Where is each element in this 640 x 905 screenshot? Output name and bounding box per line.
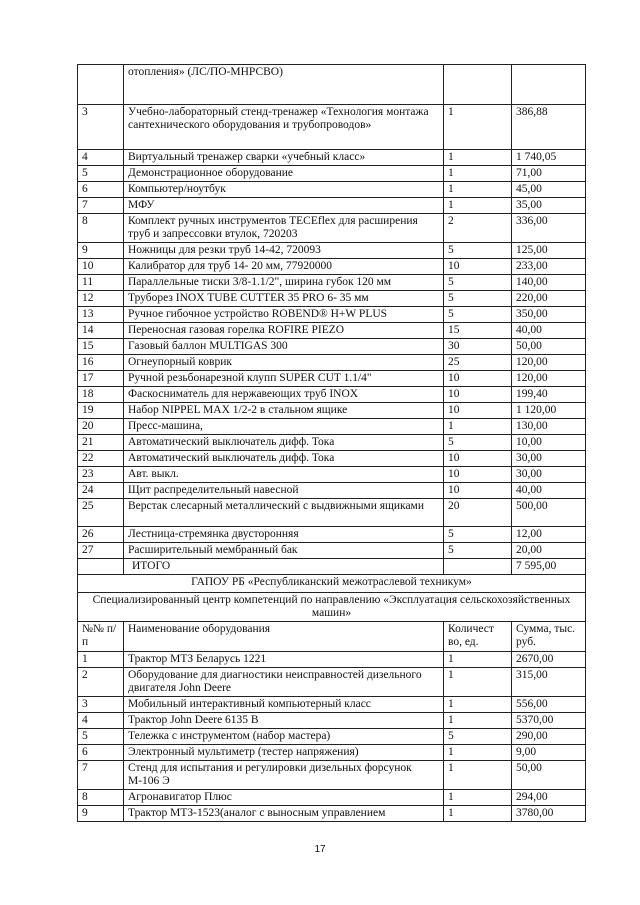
- table-row: [78, 307, 586, 323]
- institution-row: [78, 575, 586, 593]
- cell-sum: 220,00: [512, 291, 586, 307]
- table-row: [78, 291, 586, 307]
- cell-number: 9: [78, 806, 124, 822]
- cell-sum: 30,00: [512, 451, 586, 467]
- cell-sum: 294,00: [512, 790, 586, 806]
- cell-name: Переносная газовая горелка ROFIRE PIEZO: [124, 323, 444, 339]
- cell-name: Авт. выкл.: [124, 467, 444, 483]
- cell-sum: 50,00: [512, 761, 586, 790]
- cell-name: Верстак слесарный металлический с выдвижными ящиками: [124, 499, 444, 527]
- cell-name: Трактор John Deere 6135 B: [124, 713, 444, 729]
- cell-quantity: 5: [444, 729, 512, 745]
- cell-quantity: 1: [444, 697, 512, 713]
- cell-quantity: 5: [444, 291, 512, 307]
- cell-number: 12: [78, 291, 124, 307]
- cell-name: Виртуальный тренажер сварки «учебный класс»: [124, 150, 444, 166]
- cell-number: 7: [78, 198, 124, 214]
- cell-name: Набор NIPPEL MAX 1/2-2 в стальном ящике: [124, 403, 444, 419]
- cell-quantity: 5: [444, 543, 512, 559]
- cell-sum: 35,00: [512, 198, 586, 214]
- cell-sum: 290,00: [512, 729, 586, 745]
- table-row: [78, 387, 586, 403]
- table-row: [78, 105, 586, 150]
- cell-sum: 1 740,05: [512, 150, 586, 166]
- cell-quantity: 1: [444, 668, 512, 697]
- cell-number: 8: [78, 790, 124, 806]
- cell-sum: 120,00: [512, 355, 586, 371]
- cell-number: 21: [78, 435, 124, 451]
- cell-sum: 199,40: [512, 387, 586, 403]
- cell-number: 8: [78, 214, 124, 243]
- cell-sum: 556,00: [512, 697, 586, 713]
- cell-sum: 2670,00: [512, 652, 586, 668]
- cell-name: Автоматический выключатель дифф. Тока: [124, 451, 444, 467]
- cell-number: 18: [78, 387, 124, 403]
- cell-number: 20: [78, 419, 124, 435]
- cell-sum: 12,00: [512, 527, 586, 543]
- cell-quantity: 10: [444, 403, 512, 419]
- cell-quantity: 1: [444, 198, 512, 214]
- table-row: [78, 323, 586, 339]
- cell-sum: 130,00: [512, 419, 586, 435]
- cell-name: отопления» (ЛС/ПО-МНРСВО): [124, 65, 444, 105]
- cell-sum: 45,00: [512, 182, 586, 198]
- center-name: Специализированный центр компетенций по направлению «Эксплуатация сельскохозяйственных машин»: [78, 593, 586, 622]
- cell-name: Лестница-стремянка двусторонняя: [124, 527, 444, 543]
- table-row: [78, 166, 586, 182]
- header-sum: Сумма, тыс. руб.: [512, 622, 586, 652]
- cell-name: Расширительный мембранный бак: [124, 543, 444, 559]
- cell-sum: 1 120,00: [512, 403, 586, 419]
- table-row: [78, 65, 586, 105]
- cell-sum: 40,00: [512, 323, 586, 339]
- cell-number: 13: [78, 307, 124, 323]
- center-header-section: [78, 575, 586, 652]
- cell-name: ИТОГО: [124, 559, 444, 575]
- cell-number: 25: [78, 499, 124, 527]
- cell-number: 26: [78, 527, 124, 543]
- cell-sum: 50,00: [512, 339, 586, 355]
- cell-name: Электронный мультиметр (тестер напряжения): [124, 745, 444, 761]
- institution-name: ГАПОУ РБ «Республиканский межотраслевой техникум»: [78, 575, 586, 593]
- header-name: Наименование оборудования: [124, 622, 444, 652]
- column-header-row: [78, 622, 586, 652]
- cell-number: 4: [78, 150, 124, 166]
- cell-quantity: 1: [444, 790, 512, 806]
- cell-name: Ножницы для резки труб 14-42, 720093: [124, 243, 444, 259]
- cell-name: Мобильный интерактивный компьютерный класс: [124, 697, 444, 713]
- cell-quantity: [444, 65, 512, 105]
- cell-number: 23: [78, 467, 124, 483]
- cell-number: [78, 65, 124, 105]
- cell-sum: [512, 65, 586, 105]
- cell-sum: 10,00: [512, 435, 586, 451]
- page-number: 17: [314, 844, 326, 855]
- table-row: [78, 339, 586, 355]
- equipment-table: [77, 64, 586, 822]
- cell-sum: 30,00: [512, 467, 586, 483]
- cell-name: Газовый баллон MULTIGAS 300: [124, 339, 444, 355]
- cell-name: Ручной резьбонарезной клупп SUPER CUT 1.1/4": [124, 371, 444, 387]
- cell-number: 14: [78, 323, 124, 339]
- table-row: [78, 543, 586, 559]
- table-row: [78, 729, 586, 745]
- cell-name: Стенд для испытания и регулировки дизельных форсунок М-106 Э: [124, 761, 444, 790]
- cell-name: Ручное гибочное устройство ROBEND® H+W PLUS: [124, 307, 444, 323]
- table-row: [78, 371, 586, 387]
- table-row: [78, 435, 586, 451]
- cell-quantity: 10: [444, 451, 512, 467]
- cell-number: 10: [78, 259, 124, 275]
- cell-number: 5: [78, 166, 124, 182]
- cell-quantity: 5: [444, 307, 512, 323]
- cell-name: Компьютер/ноутбук: [124, 182, 444, 198]
- table-row: [78, 243, 586, 259]
- cell-name: Параллельные тиски 3/8-1.1/2", ширина губок 120 мм: [124, 275, 444, 291]
- top-section: [78, 65, 586, 575]
- table-row: [78, 713, 586, 729]
- table-row: [78, 745, 586, 761]
- cell-number: 3: [78, 105, 124, 150]
- cell-sum: 386,88: [512, 105, 586, 150]
- cell-name: Агронавигатор Плюс: [124, 790, 444, 806]
- cell-sum: 315,00: [512, 668, 586, 697]
- cell-name: МФУ: [124, 198, 444, 214]
- cell-sum: 3780,00: [512, 806, 586, 822]
- cell-sum: 20,00: [512, 543, 586, 559]
- cell-name: Фаскосниматель для нержавеющих труб INOX: [124, 387, 444, 403]
- cell-quantity: 1: [444, 806, 512, 822]
- cell-number: [78, 559, 124, 575]
- table-row: [78, 761, 586, 790]
- cell-number: 22: [78, 451, 124, 467]
- table-row: [78, 527, 586, 543]
- cell-number: 15: [78, 339, 124, 355]
- table-row: [78, 697, 586, 713]
- table-row: [78, 198, 586, 214]
- cell-number: 16: [78, 355, 124, 371]
- cell-quantity: 5: [444, 435, 512, 451]
- cell-sum: 9,00: [512, 745, 586, 761]
- header-quantity: Количест во, ед.: [444, 622, 512, 652]
- cell-sum: 500,00: [512, 499, 586, 527]
- table-row: [78, 419, 586, 435]
- table-row: [78, 451, 586, 467]
- cell-quantity: 15: [444, 323, 512, 339]
- cell-quantity: 1: [444, 166, 512, 182]
- cell-name: Пресс-машина,: [124, 419, 444, 435]
- cell-quantity: 5: [444, 275, 512, 291]
- cell-sum: 233,00: [512, 259, 586, 275]
- cell-number: 2: [78, 668, 124, 697]
- cell-quantity: 2: [444, 214, 512, 243]
- cell-number: 11: [78, 275, 124, 291]
- table-row: [78, 259, 586, 275]
- cell-number: 3: [78, 697, 124, 713]
- cell-quantity: 1: [444, 745, 512, 761]
- table-row: [78, 467, 586, 483]
- cell-quantity: 1: [444, 150, 512, 166]
- cell-sum: 120,00: [512, 371, 586, 387]
- cell-number: 9: [78, 243, 124, 259]
- cell-sum: 140,00: [512, 275, 586, 291]
- table-row: [78, 652, 586, 668]
- cell-quantity: 30: [444, 339, 512, 355]
- cell-name: Автоматический выключатель дифф. Тока: [124, 435, 444, 451]
- cell-quantity: 1: [444, 419, 512, 435]
- table-row: [78, 806, 586, 822]
- table-row: [78, 559, 586, 575]
- cell-sum: 5370,00: [512, 713, 586, 729]
- cell-quantity: [444, 559, 512, 575]
- cell-sum: 125,00: [512, 243, 586, 259]
- cell-name: Тележка с инструментом (набор мастера): [124, 729, 444, 745]
- table-row: [78, 483, 586, 499]
- cell-quantity: 1: [444, 713, 512, 729]
- header-number: №№ п/п: [78, 622, 124, 652]
- cell-number: 5: [78, 729, 124, 745]
- table-row: [78, 150, 586, 166]
- cell-name: Калибратор для труб 14- 20 мм, 77920000: [124, 259, 444, 275]
- cell-number: 4: [78, 713, 124, 729]
- cell-name: Трактор МТЗ-1523(аналог с выносным управлением: [124, 806, 444, 822]
- cell-name: Трактор МТЗ Беларусь 1221: [124, 652, 444, 668]
- cell-quantity: 1: [444, 761, 512, 790]
- cell-sum: 7 595,00: [512, 559, 586, 575]
- cell-name: Труборез INOX TUBE CUTTER 35 PRO 6- 35 мм: [124, 291, 444, 307]
- center-row: [78, 593, 586, 622]
- cell-quantity: 5: [444, 527, 512, 543]
- cell-quantity: 1: [444, 652, 512, 668]
- table-row: [78, 214, 586, 243]
- table-row: [78, 668, 586, 697]
- cell-quantity: 10: [444, 371, 512, 387]
- cell-quantity: 1: [444, 105, 512, 150]
- cell-number: 19: [78, 403, 124, 419]
- cell-number: 1: [78, 652, 124, 668]
- table-row: [78, 403, 586, 419]
- cell-quantity: 10: [444, 467, 512, 483]
- cell-sum: 336,00: [512, 214, 586, 243]
- cell-quantity: 10: [444, 387, 512, 403]
- table-row: [78, 275, 586, 291]
- cell-name: Комплект ручных инструментов TECEflex для расширения труб и запрессовки втулок, 720203: [124, 214, 444, 243]
- table-row: [78, 499, 586, 527]
- cell-name: Демонстрационное оборудование: [124, 166, 444, 182]
- cell-name: Оборудование для диагностики неисправностей дизельного двигателя John Deere: [124, 668, 444, 697]
- cell-name: Огнеупорный коврик: [124, 355, 444, 371]
- cell-sum: 40,00: [512, 483, 586, 499]
- cell-number: 17: [78, 371, 124, 387]
- cell-quantity: 5: [444, 243, 512, 259]
- cell-quantity: 10: [444, 483, 512, 499]
- cell-number: 24: [78, 483, 124, 499]
- table-row: [78, 182, 586, 198]
- bottom-section: [78, 652, 586, 822]
- cell-quantity: 20: [444, 499, 512, 527]
- table-row: [78, 790, 586, 806]
- cell-number: 27: [78, 543, 124, 559]
- cell-number: 6: [78, 745, 124, 761]
- cell-sum: 350,00: [512, 307, 586, 323]
- cell-name: Учебно-лабораторный стенд-тренажер «Технология монтажа сантехнического оборудования и трубопроводов»: [124, 105, 444, 150]
- cell-quantity: 25: [444, 355, 512, 371]
- table-row: [78, 355, 586, 371]
- cell-name: Щит распределительный навесной: [124, 483, 444, 499]
- cell-number: 7: [78, 761, 124, 790]
- cell-number: 6: [78, 182, 124, 198]
- cell-sum: 71,00: [512, 166, 586, 182]
- cell-quantity: 10: [444, 259, 512, 275]
- cell-quantity: 1: [444, 182, 512, 198]
